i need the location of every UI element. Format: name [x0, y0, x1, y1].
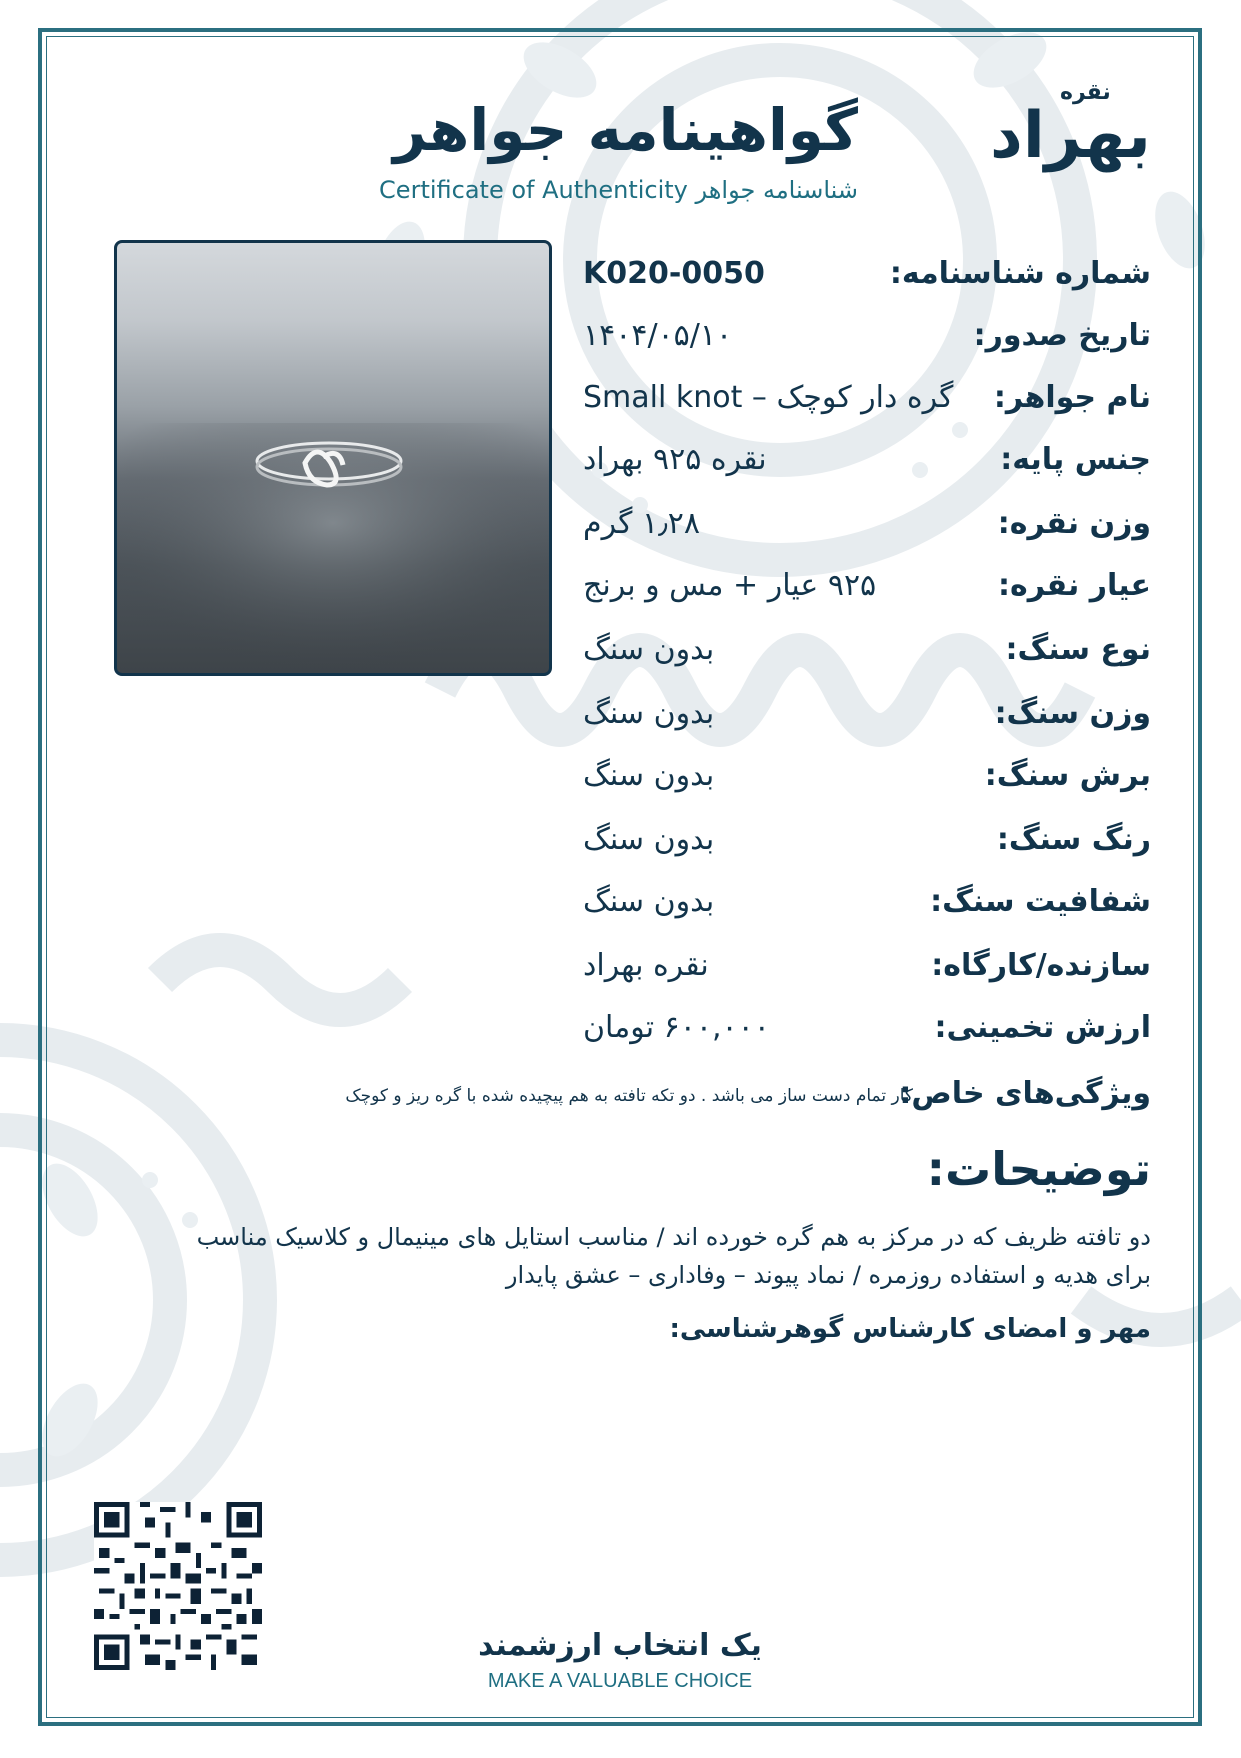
- field-label: سازنده/کارگاه:: [931, 948, 1151, 983]
- field-value: ۹۲۵ عیار + مس و برنج: [583, 568, 877, 603]
- field-label: وزن سنگ:: [994, 696, 1151, 731]
- brand-logo-main: بهراد: [990, 99, 1151, 173]
- features-text: کار تمام دست ساز می باشد . دو تکه تافته به هم پیچیده شده با گره ریز و کوچک: [345, 1086, 913, 1106]
- field-row-silver-weight: [0, 506, 1241, 550]
- field-row-stone-clarity: [0, 884, 1241, 928]
- field-value: Small knot – گره دار کوچک: [583, 380, 954, 415]
- field-label: برش سنگ:: [984, 758, 1151, 793]
- field-label: نوع سنگ:: [1005, 632, 1151, 667]
- field-value: نقره ۹۲۵ بهراد: [583, 442, 767, 477]
- slogan-persian: یک انتخاب ارزشمند: [478, 1628, 762, 1663]
- field-row-stone-type: [0, 632, 1241, 676]
- field-row-maker: [0, 948, 1241, 992]
- field-row-base: [0, 442, 1241, 486]
- field-row-purity: [0, 568, 1241, 612]
- features-label: ویژگی‌های خاص:: [899, 1076, 1151, 1111]
- field-value: K020-0050: [583, 256, 765, 291]
- description-title: توضیحات:: [926, 1142, 1151, 1196]
- brand-logo-small: نقره: [1060, 80, 1111, 105]
- field-label: شماره شناسنامه:: [889, 256, 1151, 291]
- field-value: ۱۴۰۴/۰۵/۱۰: [583, 318, 733, 353]
- field-row-stone-cut: [0, 758, 1241, 802]
- field-value: بدون سنگ: [583, 758, 715, 793]
- qr-code[interactable]: [94, 1502, 262, 1670]
- field-label: شفافیت سنگ:: [930, 884, 1151, 919]
- description-text: دو تافته ظریف که در مرکز به هم گره خورده اند / مناسب استایل های مینیمال و کلاسیک مناسب برای هدیه و استفاده روزمره / نماد پیوند – وفاداری – عشق پایدار: [196, 1223, 1151, 1289]
- slogan-english: MAKE A VALUABLE CHOICE: [487, 1670, 753, 1692]
- field-label: ارزش تخمینی:: [934, 1010, 1151, 1045]
- field-value: بدون سنگ: [583, 884, 715, 919]
- field-row-stone-color: [0, 822, 1241, 866]
- brand-logo: [990, 80, 1151, 210]
- field-row-name: [0, 380, 1241, 424]
- field-value: ۶۰۰,۰۰۰ تومان: [583, 1010, 770, 1045]
- field-label: وزن نقره:: [997, 506, 1151, 541]
- certificate-subtitle: Certificate of Authenticity شناسنامه جواهر: [379, 176, 858, 204]
- field-label: عیار نقره:: [998, 568, 1151, 603]
- field-label: نام جواهر:: [993, 380, 1151, 415]
- field-value: بدون سنگ: [583, 822, 715, 857]
- field-row-id: [0, 256, 1241, 300]
- field-label: تاریخ صدور:: [973, 318, 1151, 353]
- certificate-title: گواهینامه جواهر: [393, 96, 858, 164]
- field-label: رنگ سنگ:: [996, 822, 1151, 857]
- field-value: بدون سنگ: [583, 632, 715, 667]
- field-row-date: [0, 318, 1241, 362]
- field-value: بدون سنگ: [583, 696, 715, 731]
- field-value: ۱٫۲۸ گرم: [583, 506, 701, 541]
- field-row-stone-weight: [0, 696, 1241, 740]
- stamp-signature-label: مهر و امضای کارشناس گوهرشناسی:: [669, 1314, 1151, 1344]
- field-value: نقره بهراد: [583, 948, 709, 983]
- field-label: جنس پایه:: [1000, 442, 1151, 477]
- field-row-value: [0, 1010, 1241, 1054]
